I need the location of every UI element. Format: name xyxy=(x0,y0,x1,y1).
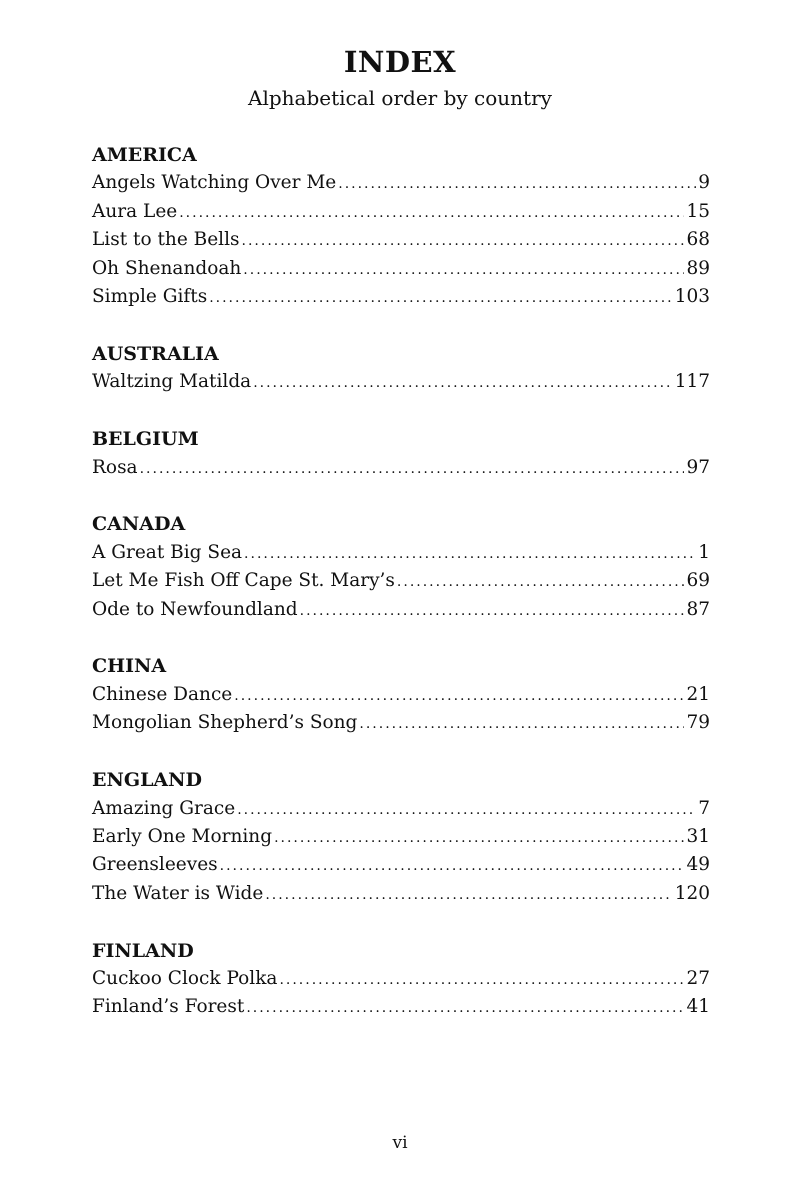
country-heading: AMERICA xyxy=(92,144,197,166)
dot-leader xyxy=(244,547,696,561)
entry-page-number: 21 xyxy=(686,683,710,705)
index-entry xyxy=(92,198,710,226)
entry-title: A Great Big Sea xyxy=(92,541,243,563)
index-entry xyxy=(92,226,710,254)
entry-title: Ode to Newfoundland xyxy=(92,598,298,620)
entry-title: Greensleeves xyxy=(92,854,218,876)
dot-leader xyxy=(242,234,685,248)
page-title: INDEX xyxy=(343,45,457,79)
entry-page-number: 68 xyxy=(686,229,710,251)
index-entry xyxy=(92,539,710,567)
dot-leader xyxy=(140,462,685,476)
country-section xyxy=(92,340,710,397)
dot-leader xyxy=(274,831,684,845)
entry-page-number: 31 xyxy=(686,825,710,847)
country-section xyxy=(92,766,710,908)
entry-page-number: 7 xyxy=(698,797,710,819)
page-subtitle: Alphabetical order by country xyxy=(248,86,552,110)
dot-leader xyxy=(237,803,696,817)
country-heading: ENGLAND xyxy=(92,769,203,792)
entry-page-number: 1 xyxy=(698,541,710,563)
index-entry xyxy=(92,880,710,908)
entry-page-number: 117 xyxy=(674,371,710,393)
index-list xyxy=(92,141,710,1050)
dot-leader xyxy=(359,717,684,731)
entry-title: Early One Morning xyxy=(92,825,273,847)
dot-leader xyxy=(234,689,684,703)
entry-title: Amazing Grace xyxy=(92,797,236,819)
index-entry xyxy=(92,567,710,595)
entry-page-number: 97 xyxy=(686,456,710,478)
index-entry xyxy=(92,965,710,993)
index-entry xyxy=(92,255,710,283)
dot-leader xyxy=(279,973,684,987)
entry-title: Waltzing Matilda xyxy=(92,371,252,393)
country-heading: CHINA xyxy=(92,655,167,678)
country-section xyxy=(92,652,710,737)
country-heading: BELGIUM xyxy=(92,428,199,451)
dot-leader xyxy=(246,1001,684,1015)
entry-page-number: 49 xyxy=(686,854,710,876)
entry-title: Let Me Fish Off Cape St. Mary’s xyxy=(92,570,395,592)
index-entry xyxy=(92,368,710,396)
dot-leader xyxy=(338,177,696,191)
dot-leader xyxy=(179,206,684,220)
entry-title: Chinese Dance xyxy=(92,683,233,705)
country-heading: AUSTRALIA xyxy=(92,342,219,365)
country-section xyxy=(92,141,710,311)
index-entry xyxy=(92,709,710,737)
entry-page-number: 103 xyxy=(674,285,710,307)
country-section xyxy=(92,937,710,1022)
entry-page-number: 87 xyxy=(686,598,710,620)
index-entry xyxy=(92,993,710,1021)
entry-page-number: 89 xyxy=(686,257,710,279)
entry-page-number: 79 xyxy=(686,712,710,734)
index-entry xyxy=(92,795,710,823)
entry-title: Aura Lee xyxy=(92,200,178,222)
entry-page-number: 41 xyxy=(686,996,710,1018)
index-entry xyxy=(92,681,710,709)
country-heading: CANADA xyxy=(92,513,186,536)
entry-title: Rosa xyxy=(92,456,138,478)
dot-leader xyxy=(265,888,672,902)
entry-title: Angels Watching Over Me xyxy=(92,172,337,194)
dot-leader xyxy=(220,859,685,873)
index-entry xyxy=(92,454,710,482)
index-entry xyxy=(92,851,710,879)
entry-title: List to the Bells xyxy=(92,229,240,251)
index-entry xyxy=(92,823,710,851)
entry-title: Simple Gifts xyxy=(92,285,208,307)
entry-title: Finland’s Forest xyxy=(92,996,245,1018)
index-entry xyxy=(92,596,710,624)
index-entry xyxy=(92,283,710,311)
entry-page-number: 27 xyxy=(686,967,710,989)
index-entry xyxy=(92,169,710,197)
country-section xyxy=(92,510,710,624)
entry-page-number: 9 xyxy=(698,172,710,194)
entry-title: Oh Shenandoah xyxy=(92,257,242,279)
entry-title: The Water is Wide xyxy=(92,882,264,904)
entry-page-number: 15 xyxy=(686,200,710,222)
dot-leader xyxy=(397,575,685,589)
dot-leader xyxy=(243,263,684,277)
country-heading: FINLAND xyxy=(92,939,194,962)
entry-title: Cuckoo Clock Polka xyxy=(92,967,278,989)
entry-page-number: 120 xyxy=(674,882,710,904)
entry-title: Mongolian Shepherd’s Song xyxy=(92,712,358,734)
dot-leader xyxy=(300,604,685,618)
dot-leader xyxy=(253,376,672,390)
entry-page-number: 69 xyxy=(686,570,710,592)
country-section xyxy=(92,425,710,482)
dot-leader xyxy=(209,291,672,305)
page-number: vi xyxy=(392,1133,408,1153)
